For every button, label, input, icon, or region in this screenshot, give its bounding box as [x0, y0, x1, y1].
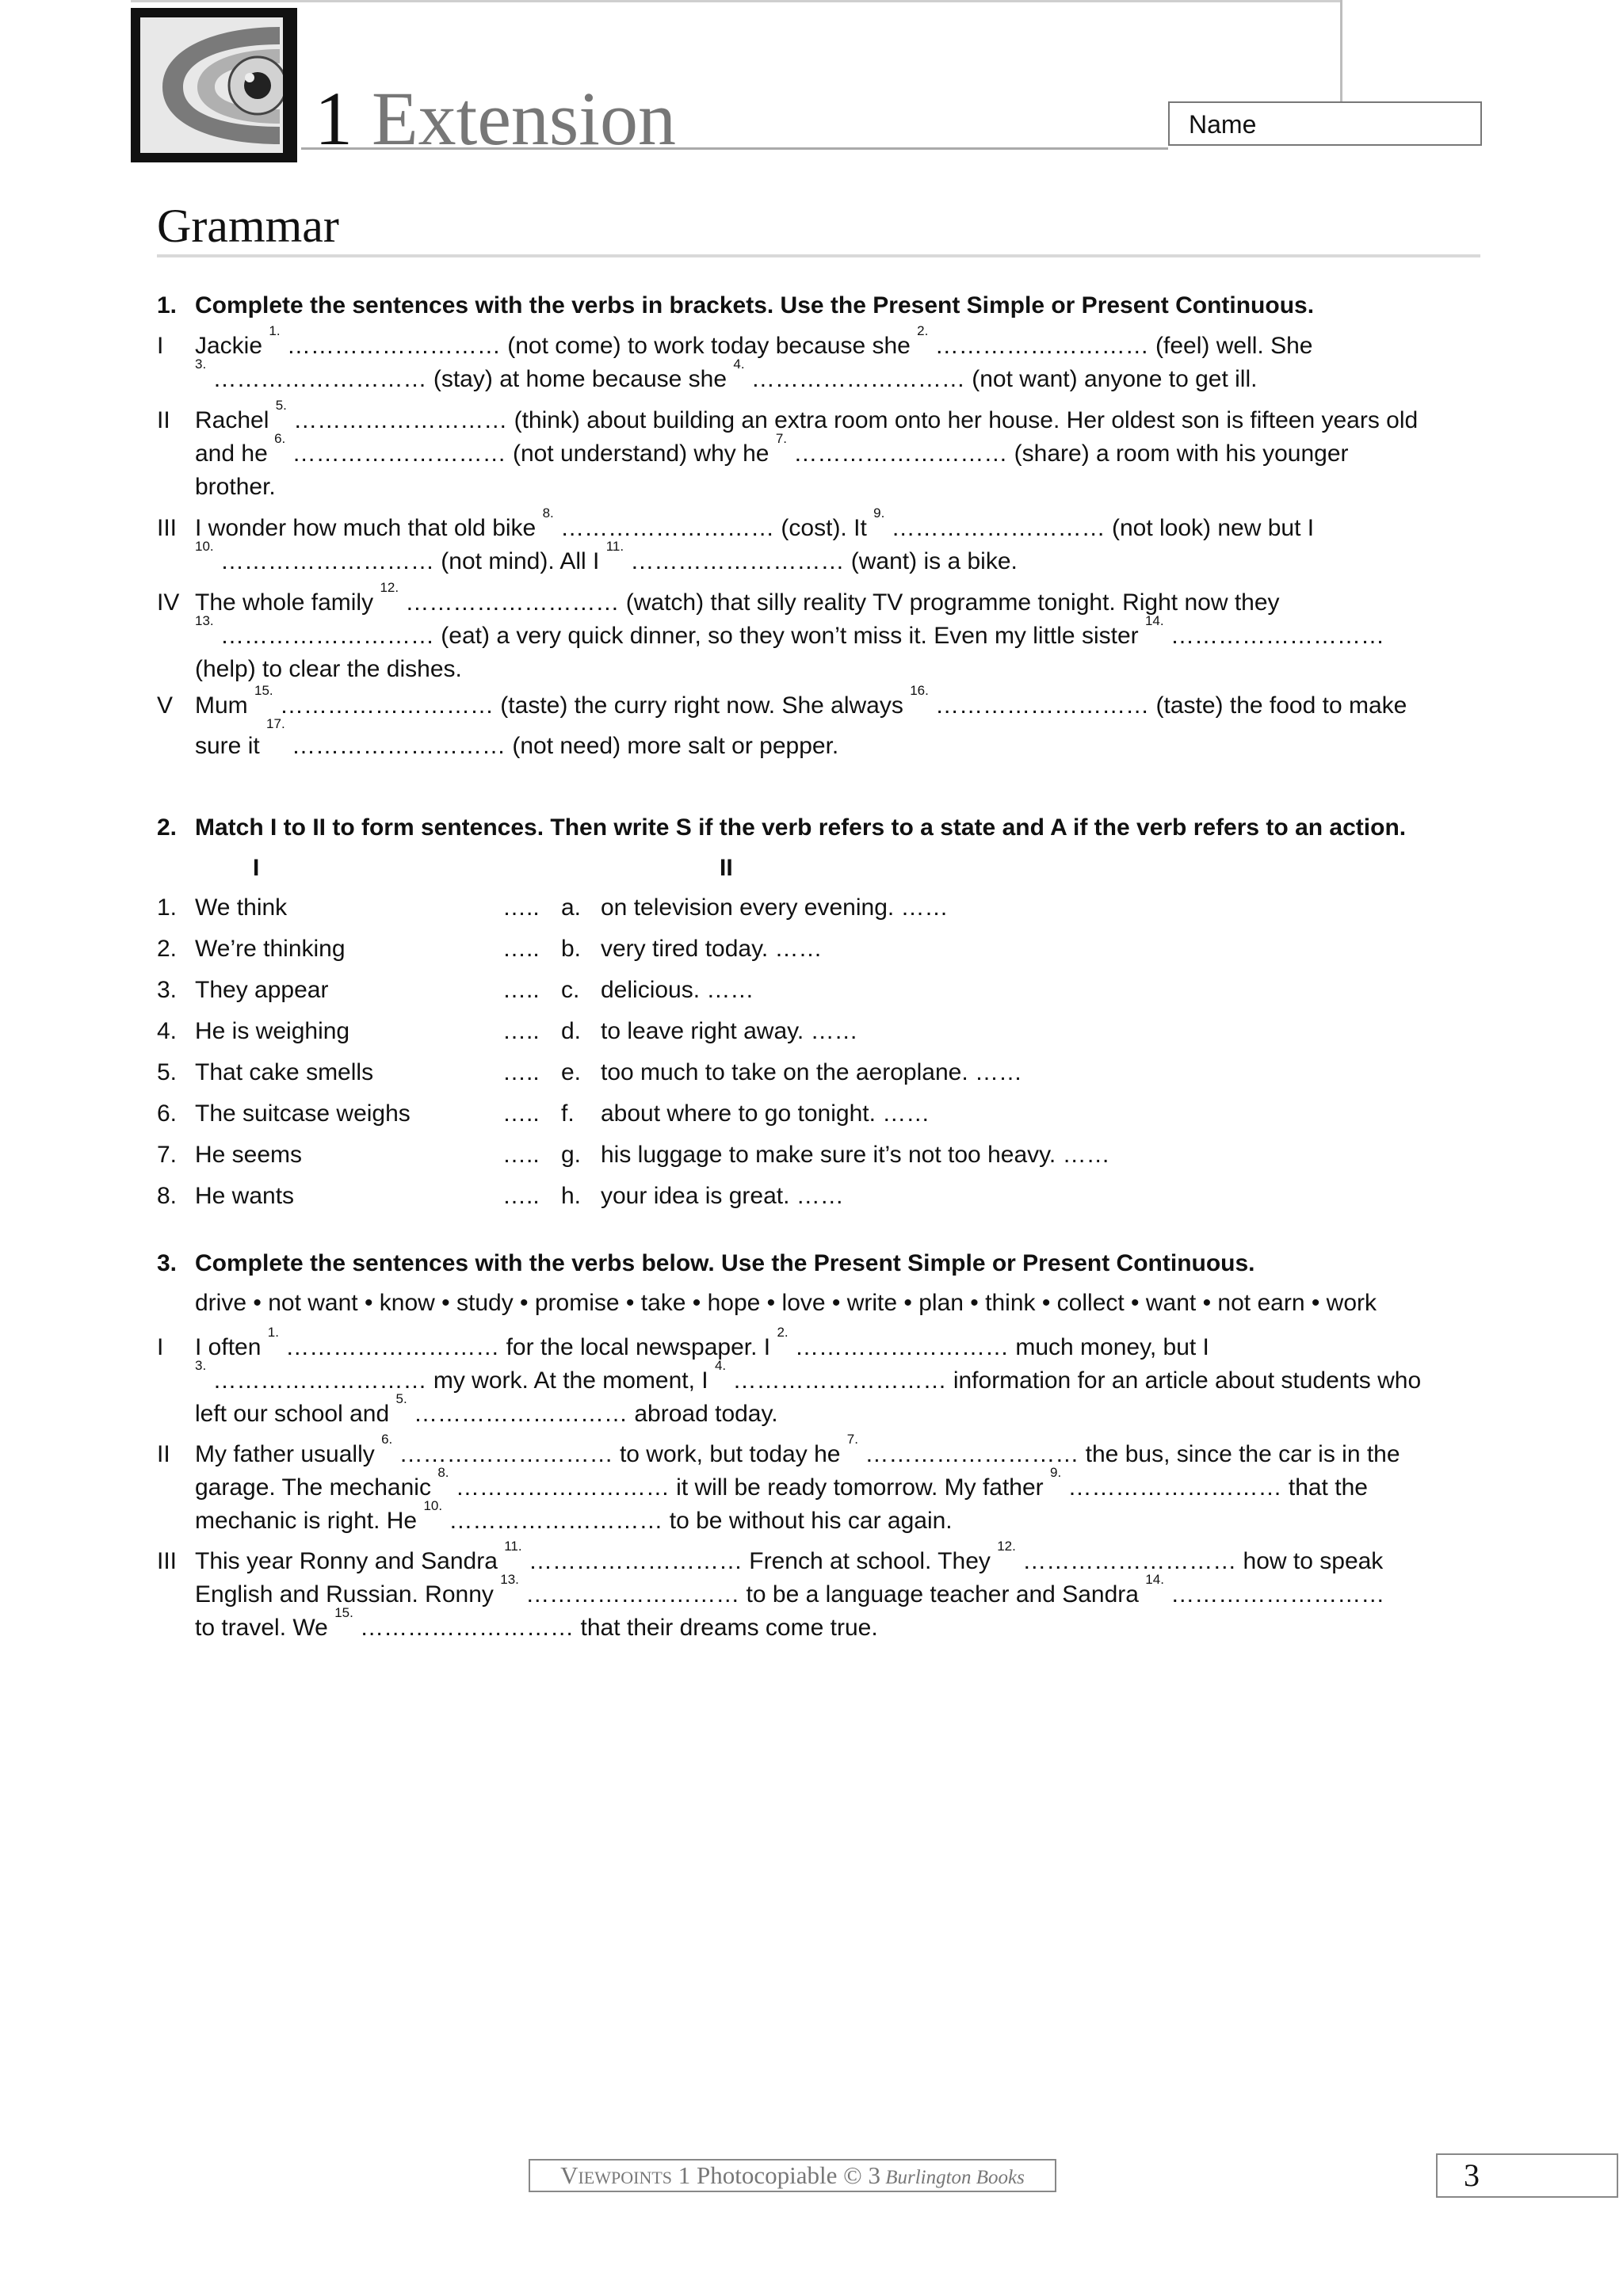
paragraph-numeral: II: [157, 1441, 170, 1467]
unit-title: [315, 76, 676, 161]
paragraph-text: The whole family $^{12.}$ ……………………… (watch) that silly reality TV programme tonight. Right now they $^{13.}$ ……………………… (eat) a very quick dinner, so they won’t miss it. Even my little sister $^{14.}$ ……………………… (help) to clear the dishes.: [195, 580, 1384, 682]
match-number: 7.: [157, 1142, 178, 1168]
footer-level: 1 Photocopiable ©: [672, 2161, 869, 2189]
exercise-3-number: 3.: [157, 1250, 178, 1276]
exercise-1-paragraph: [157, 683, 1488, 767]
footer-credit: [529, 2159, 1056, 2192]
exercise-1-number: 1.: [157, 292, 178, 318]
match-left: We think: [195, 894, 288, 921]
footer-publisher: Burlington Books: [880, 2167, 1025, 2188]
match-letter: b.: [561, 936, 582, 962]
match-dots: …..: [502, 1100, 540, 1127]
paragraph-numeral: I: [157, 333, 164, 359]
footer-year-glyph: 3: [868, 2161, 880, 2189]
match-row: [157, 976, 1488, 1017]
match-left: That cake smells: [195, 1059, 374, 1085]
paragraph-text: My father usually $^{6.}$ ……………………… to work, but today he $^{7.}$ ……………………… the bus, since the car is in the garage. The mechanic $^{8.}$ ……………………… it will be ready tomorrow. My father $^{9.}$ ……………………… that the mechanic is right. He $^{10.}$ ……………………… to be without his car again.: [195, 1432, 1400, 1534]
paragraph-text: This year Ronny and Sandra $^{11.}$ ……………………… French at school. They $^{12.}$ ……………………… how to speak English and Russian. Ronny $^{13.}$ ……………………… to be a language teacher and Sandra $^{14.}$ ……………………… to travel. We $^{15.}$ ……………………… that their dreams come true.: [195, 1539, 1385, 1641]
match-letter: f.: [561, 1100, 575, 1127]
name-field[interactable]: [1168, 101, 1482, 146]
paragraph-numeral: V: [157, 692, 174, 719]
match-right: his luggage to make sure it’s not too heavy. ……: [601, 1142, 1110, 1168]
match-dots: …..: [502, 936, 540, 962]
header-vertical-rule: [1340, 0, 1342, 101]
match-number: 6.: [157, 1100, 178, 1127]
exercise-2-heading: [157, 814, 1406, 842]
paragraph-text: I wonder how much that old bike $^{8.}$ ……………………… (cost). It $^{9.}$ ……………………… (not look) new but I $^{10.}$ ……………………… (not mind). All I $^{11.}$ ……………………… (want) is a bike.: [195, 505, 1315, 574]
match-row: [157, 1017, 1488, 1058]
match-letter: c.: [561, 977, 580, 1003]
match-right: about where to go tonight. ……: [601, 1100, 930, 1127]
exercise-1-paragraph: [157, 398, 1488, 504]
title-rule: [301, 147, 1168, 150]
paragraph-numeral: III: [157, 515, 178, 541]
match-dots: …..: [502, 1018, 540, 1044]
match-dots: …..: [502, 1059, 540, 1085]
match-right: your idea is great. ……: [601, 1183, 844, 1209]
match-dots: …..: [502, 1183, 540, 1209]
exercise-3-instruction: Complete the sentences with the verbs below. Use the Present Simple or Present Continuous.: [195, 1250, 1255, 1276]
match-right: very tired today. ……: [601, 936, 823, 962]
match-left: We’re thinking: [195, 936, 346, 962]
match-row: [157, 894, 1488, 935]
paragraph-numeral: III: [157, 1548, 178, 1574]
match-number: 3.: [157, 977, 178, 1003]
match-dots: …..: [502, 894, 540, 921]
section-rule: [157, 254, 1480, 257]
paragraph-text: Rachel $^{5.}$ ……………………… (think) about building an extra room onto her house. Her oldest son is fifteen years old and he $^{6.}$ ……………………… (not understand) why he $^{7.}$ ……………………… (share) a room with his younger brother.: [195, 398, 1419, 500]
exercise-2-number: 2.: [157, 814, 178, 841]
exercise-3-paragraph: [157, 1539, 1488, 1645]
exercise-1-heading: [157, 292, 1314, 320]
paragraph-numeral: II: [157, 407, 170, 433]
exercise-3-paragraph: [157, 1325, 1488, 1431]
match-right: delicious. ……: [601, 977, 754, 1003]
word-bank: drive • not want • know • study • promise • take • hope • love • write • plan • think • collect • want • not earn • work: [195, 1290, 1377, 1316]
exercise-1-paragraph: [157, 323, 1488, 396]
exercise-2-instruction: Match I to II to form sentences. Then write S if the verb refers to a state and A if the verb refers to an action.: [195, 814, 1407, 841]
paragraph-text: Jackie $^{1.}$ ……………………… (not come) to work today because she $^{2.}$ ……………………… (feel) well. She $^{3.}$ ……………………… (stay) at home because she $^{4.}$ ……………………… (not want) anyone to get ill.: [195, 323, 1313, 392]
exercise-1-instruction: Complete the sentences with the verbs in brackets. Use the Present Simple or Present Continuous.: [195, 292, 1315, 318]
paragraph-text: I often $^{1.}$ ……………………… for the local newspaper. I $^{2.}$ ……………………… much money, but I $^{3.}$ ……………………… my work. At the moment, I $^{4.}$ ……………………… information for an article about students who left our school and $^{5.}$ ……………………… abroad today.: [195, 1325, 1422, 1427]
paragraph-numeral: I: [157, 1334, 164, 1360]
match-right: to leave right away. ……: [601, 1018, 858, 1044]
match-letter: d.: [561, 1018, 582, 1044]
unit-number: 1: [315, 76, 353, 161]
match-letter: h.: [561, 1183, 582, 1209]
paragraph-text: Mum $^{15.}$ ……………………… (taste) the curry right now. She always $^{16.}$ ……………………… (taste) the food to make sure it $^{17.}$ ……………………… (not need) more salt or pepper.: [195, 683, 1407, 759]
match-right: on television every evening. ……: [601, 894, 949, 921]
match-left: They appear: [195, 977, 329, 1003]
match-dots: …..: [502, 1142, 540, 1168]
match-letter: g.: [561, 1142, 582, 1168]
match-number: 8.: [157, 1183, 178, 1209]
column-header-ii: II: [720, 855, 733, 881]
match-row: [157, 1182, 1488, 1223]
eye-logo-icon: [131, 8, 297, 162]
match-row: [157, 1141, 1488, 1182]
match-left: He wants: [195, 1183, 295, 1209]
page-number-text: 3: [1464, 2157, 1480, 2193]
header-top-rule: [131, 0, 1340, 6]
exercise-1-paragraph: [157, 505, 1488, 578]
column-header-i: I: [253, 855, 260, 881]
footer-book: Viewpoints: [560, 2161, 673, 2189]
match-number: 1.: [157, 894, 178, 921]
exercise-1-paragraph: [157, 580, 1488, 686]
match-right: too much to take on the aeroplane. ……: [601, 1059, 1022, 1085]
match-row: [157, 1100, 1488, 1141]
match-number: 4.: [157, 1018, 178, 1044]
match-number: 5.: [157, 1059, 178, 1085]
match-dots: …..: [502, 977, 540, 1003]
exercise-3-paragraph: [157, 1432, 1488, 1538]
exercise-3-heading: [157, 1249, 1255, 1278]
paragraph-numeral: IV: [157, 589, 180, 616]
match-row: [157, 935, 1488, 976]
match-row: [157, 1058, 1488, 1100]
match-number: 2.: [157, 936, 178, 962]
name-label: Name: [1189, 110, 1257, 139]
match-left: He seems: [195, 1142, 303, 1168]
match-letter: a.: [561, 894, 582, 921]
match-left: The suitcase weighs: [195, 1100, 411, 1127]
match-left: He is weighing: [195, 1018, 350, 1044]
match-letter: e.: [561, 1059, 582, 1085]
page-number: [1436, 2153, 1618, 2198]
section-title: Grammar: [157, 200, 339, 252]
unit-title-text: Extension: [372, 76, 676, 161]
